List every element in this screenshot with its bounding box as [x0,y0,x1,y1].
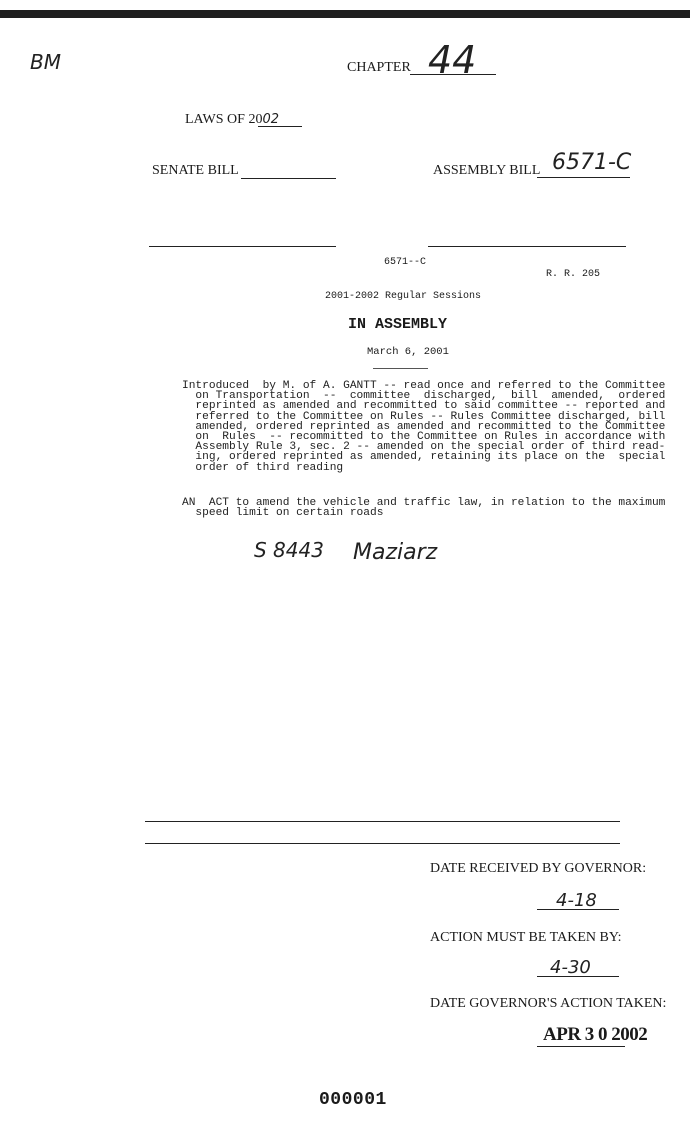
introduced-line: referred to the Committee on Rules -- Rules Committee discharged, bill [182,410,666,423]
assembly-bill-label: ASSEMBLY BILL [433,163,541,178]
action-taken-label: DATE GOVERNOR'S ACTION TAKEN: [430,996,667,1011]
introduced-line: Assembly Rule 3, sec. 2 -- amended on the special order of third read- [182,441,666,454]
senate-bill-label: SENATE BILL [152,163,239,178]
chapter-label: CHAPTER [347,60,411,75]
chapter-number: 44 [428,38,477,82]
introduced-line: amended, ordered reprinted as amended and recommitted to the Committee [182,420,666,433]
bill-number: 6571--C [384,257,427,268]
action-by-value: 4-30 [550,957,591,978]
handwritten-initials: BM [30,50,61,74]
house-title: IN ASSEMBLY [348,316,448,333]
act-paragraph [182,498,665,518]
page-number: 000001 [319,1090,387,1110]
introduced-line: reprinted as amended and recommitted to said committee -- reported and [182,400,666,413]
date-received-value: 4-18 [556,890,597,911]
act-line: speed limit on certain roads [182,507,384,520]
laws-of-text: LAWS OF 20 [185,112,263,127]
date-underline [373,368,428,369]
lower-divider-1 [145,821,620,822]
action-by-line [537,976,619,977]
laws-underline [258,126,302,127]
assembly-bill-number: 6571-C [552,150,632,175]
senate-ref-number: S 8443 [254,538,324,562]
lower-divider-2 [145,843,620,844]
right-divider [428,246,626,247]
senate-bill-line [241,178,336,179]
introduced-line: order of third reading [182,461,344,474]
action-taken-stamp: APR 3 0 2002 [543,1024,648,1045]
scan-top-edge [0,10,690,18]
session-text: 2001-2002 Regular Sessions [325,291,482,302]
assembly-bill-line [537,177,630,178]
introduced-line: on Transportation -- committee discharged, bill amended, ordered [182,390,666,403]
left-divider [149,246,336,247]
introduced-date: March 6, 2001 [367,346,449,358]
date-received-label: DATE RECEIVED BY GOVERNOR: [430,861,647,876]
senate-ref-sponsor: Maziarz [353,540,438,565]
act-line: AN ACT to amend the vehicle and traffic law, in relation to the maximum [182,497,666,509]
action-by-label: ACTION MUST BE TAKEN BY: [430,930,622,945]
date-received-line [537,909,619,910]
laws-year-handwritten: 02 [262,112,279,127]
rr-number: R. R. 205 [546,269,601,280]
action-taken-line [537,1046,625,1047]
introduced-line: on Rules -- recommitted to the Committee on Rules in accordance with [182,431,666,444]
introduced-paragraph [182,381,665,473]
introduced-line: Introduced by M. of A. GANTT -- read once and referred to the Committee [182,380,666,392]
introduced-line: ing, ordered reprinted as amended, retaining its place on the special [182,451,666,464]
